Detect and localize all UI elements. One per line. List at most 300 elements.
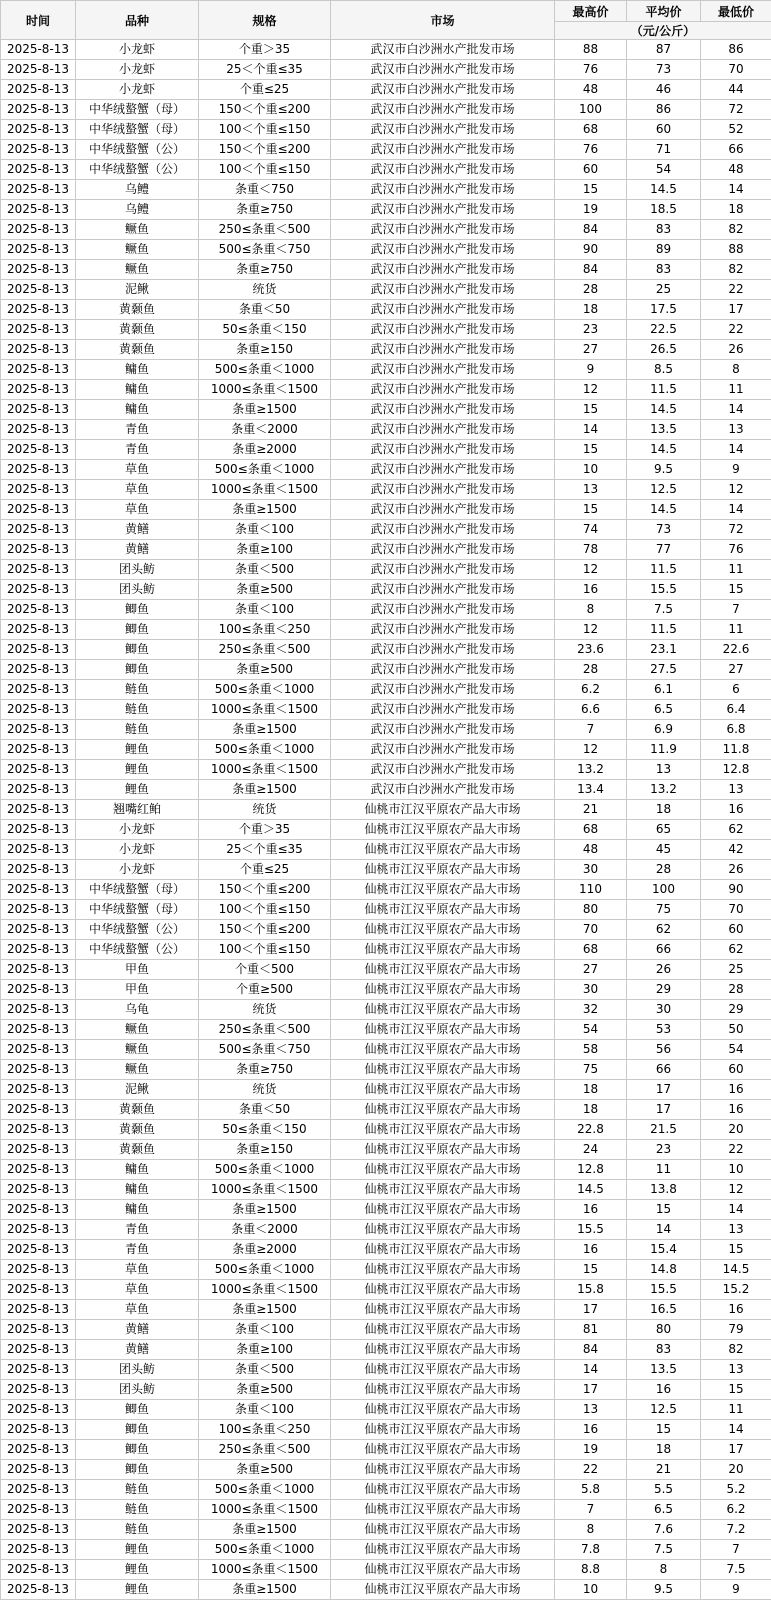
cell-market: 仙桃市江汉平原农产品大市场 (331, 1200, 555, 1220)
cell-date: 2025-8-13 (1, 420, 76, 440)
cell-spec: 条重＜2000 (199, 420, 331, 440)
cell-avg-price: 18 (627, 800, 701, 820)
header-market: 市场 (331, 1, 555, 40)
cell-date: 2025-8-13 (1, 1480, 76, 1500)
cell-min-price: 7 (701, 600, 771, 620)
cell-market: 武汉市白沙洲水产批发市场 (331, 180, 555, 200)
table-row (1, 320, 771, 340)
cell-spec: 500≤条重＜1000 (199, 1540, 331, 1560)
cell-variety: 团头鲂 (76, 560, 199, 580)
cell-min-price: 9 (701, 1580, 771, 1600)
cell-market: 武汉市白沙洲水产批发市场 (331, 680, 555, 700)
header-variety: 品种 (76, 1, 199, 40)
cell-spec: 150＜个重≤200 (199, 140, 331, 160)
table-row (1, 120, 771, 140)
cell-date: 2025-8-13 (1, 980, 76, 1000)
cell-market: 仙桃市江汉平原农产品大市场 (331, 1500, 555, 1520)
table-row (1, 440, 771, 460)
cell-market: 武汉市白沙洲水产批发市场 (331, 780, 555, 800)
cell-market: 仙桃市江汉平原农产品大市场 (331, 840, 555, 860)
cell-avg-price: 15 (627, 1200, 701, 1220)
cell-min-price: 7.2 (701, 1520, 771, 1540)
cell-min-price: 62 (701, 940, 771, 960)
cell-market: 武汉市白沙洲水产批发市场 (331, 160, 555, 180)
table-row (1, 1460, 771, 1480)
cell-min-price: 7 (701, 1540, 771, 1560)
cell-variety: 小龙虾 (76, 80, 199, 100)
cell-spec: 50≤条重＜150 (199, 320, 331, 340)
cell-max-price: 81 (555, 1320, 627, 1340)
table-row (1, 1200, 771, 1220)
cell-avg-price: 7.5 (627, 600, 701, 620)
table-row (1, 820, 771, 840)
cell-variety: 鲤鱼 (76, 1580, 199, 1600)
cell-market: 仙桃市江汉平原农产品大市场 (331, 1180, 555, 1200)
cell-avg-price: 28 (627, 860, 701, 880)
cell-variety: 团头鲂 (76, 1380, 199, 1400)
cell-date: 2025-8-13 (1, 900, 76, 920)
cell-spec: 条重≥500 (199, 660, 331, 680)
cell-max-price: 27 (555, 340, 627, 360)
cell-min-price: 14 (701, 1420, 771, 1440)
cell-min-price: 14 (701, 1200, 771, 1220)
cell-min-price: 16 (701, 1300, 771, 1320)
cell-date: 2025-8-13 (1, 820, 76, 840)
cell-date: 2025-8-13 (1, 1280, 76, 1300)
cell-market: 武汉市白沙洲水产批发市场 (331, 460, 555, 480)
cell-avg-price: 45 (627, 840, 701, 860)
cell-market: 武汉市白沙洲水产批发市场 (331, 520, 555, 540)
cell-min-price: 79 (701, 1320, 771, 1340)
cell-max-price: 48 (555, 80, 627, 100)
cell-max-price: 15.8 (555, 1280, 627, 1300)
table-row (1, 840, 771, 860)
cell-avg-price: 75 (627, 900, 701, 920)
cell-date: 2025-8-13 (1, 1080, 76, 1100)
table-row (1, 340, 771, 360)
cell-variety: 鳙鱼 (76, 1180, 199, 1200)
cell-variety: 黄颡鱼 (76, 340, 199, 360)
cell-date: 2025-8-13 (1, 1580, 76, 1600)
cell-variety: 中华绒螯蟹（母） (76, 900, 199, 920)
table-row (1, 240, 771, 260)
cell-avg-price: 12.5 (627, 1400, 701, 1420)
cell-spec: 250≤条重＜500 (199, 1020, 331, 1040)
cell-min-price: 16 (701, 1100, 771, 1120)
cell-avg-price: 83 (627, 260, 701, 280)
cell-spec: 500≤条重＜1000 (199, 1480, 331, 1500)
cell-max-price: 12 (555, 740, 627, 760)
cell-market: 仙桃市江汉平原农产品大市场 (331, 820, 555, 840)
cell-min-price: 26 (701, 860, 771, 880)
cell-avg-price: 71 (627, 140, 701, 160)
cell-variety: 鳜鱼 (76, 1040, 199, 1060)
table-row (1, 960, 771, 980)
cell-date: 2025-8-13 (1, 1560, 76, 1580)
cell-market: 武汉市白沙洲水产批发市场 (331, 480, 555, 500)
cell-variety: 中华绒螯蟹（公） (76, 140, 199, 160)
cell-avg-price: 56 (627, 1040, 701, 1060)
cell-avg-price: 11.5 (627, 620, 701, 640)
cell-date: 2025-8-13 (1, 580, 76, 600)
cell-spec: 个重＜500 (199, 960, 331, 980)
cell-market: 武汉市白沙洲水产批发市场 (331, 120, 555, 140)
cell-market: 仙桃市江汉平原农产品大市场 (331, 860, 555, 880)
cell-max-price: 68 (555, 820, 627, 840)
cell-avg-price: 14.5 (627, 180, 701, 200)
cell-max-price: 12 (555, 380, 627, 400)
cell-avg-price: 13 (627, 760, 701, 780)
cell-spec: 条重＜750 (199, 180, 331, 200)
cell-date: 2025-8-13 (1, 360, 76, 380)
cell-variety: 鲤鱼 (76, 760, 199, 780)
cell-spec: 条重≥100 (199, 540, 331, 560)
cell-market: 仙桃市江汉平原农产品大市场 (331, 1080, 555, 1100)
cell-min-price: 9 (701, 460, 771, 480)
table-row (1, 540, 771, 560)
cell-avg-price: 26 (627, 960, 701, 980)
cell-spec: 100≤条重＜250 (199, 1420, 331, 1440)
table-row (1, 80, 771, 100)
cell-spec: 条重＜100 (199, 600, 331, 620)
cell-avg-price: 65 (627, 820, 701, 840)
cell-avg-price: 12.5 (627, 480, 701, 500)
cell-spec: 500≤条重＜1000 (199, 680, 331, 700)
cell-spec: 条重≥2000 (199, 440, 331, 460)
table-row (1, 140, 771, 160)
cell-date: 2025-8-13 (1, 1100, 76, 1120)
cell-date: 2025-8-13 (1, 1360, 76, 1380)
table-row (1, 700, 771, 720)
cell-market: 武汉市白沙洲水产批发市场 (331, 700, 555, 720)
cell-date: 2025-8-13 (1, 1420, 76, 1440)
cell-market: 武汉市白沙洲水产批发市场 (331, 140, 555, 160)
cell-variety: 鳙鱼 (76, 400, 199, 420)
cell-max-price: 48 (555, 840, 627, 860)
cell-min-price: 16 (701, 1080, 771, 1100)
cell-variety: 鲤鱼 (76, 740, 199, 760)
cell-min-price: 11 (701, 560, 771, 580)
cell-date: 2025-8-13 (1, 1240, 76, 1260)
cell-date: 2025-8-13 (1, 1000, 76, 1020)
cell-avg-price: 6.5 (627, 1500, 701, 1520)
table-row (1, 740, 771, 760)
cell-date: 2025-8-13 (1, 480, 76, 500)
cell-variety: 青鱼 (76, 1220, 199, 1240)
cell-variety: 鳙鱼 (76, 360, 199, 380)
cell-variety: 鲢鱼 (76, 1520, 199, 1540)
cell-date: 2025-8-13 (1, 320, 76, 340)
cell-min-price: 8 (701, 360, 771, 380)
cell-date: 2025-8-13 (1, 560, 76, 580)
cell-spec: 条重≥1500 (199, 1520, 331, 1540)
cell-date: 2025-8-13 (1, 440, 76, 460)
cell-variety: 黄颡鱼 (76, 320, 199, 340)
cell-avg-price: 14.5 (627, 440, 701, 460)
cell-variety: 鲫鱼 (76, 620, 199, 640)
cell-variety: 小龙虾 (76, 40, 199, 60)
cell-min-price: 5.2 (701, 1480, 771, 1500)
cell-max-price: 84 (555, 1340, 627, 1360)
cell-date: 2025-8-13 (1, 260, 76, 280)
cell-market: 仙桃市江汉平原农产品大市场 (331, 1020, 555, 1040)
cell-date: 2025-8-13 (1, 860, 76, 880)
cell-max-price: 15 (555, 500, 627, 520)
cell-max-price: 12 (555, 560, 627, 580)
cell-variety: 鲢鱼 (76, 700, 199, 720)
cell-variety: 甲鱼 (76, 960, 199, 980)
table-row (1, 860, 771, 880)
cell-max-price: 13.2 (555, 760, 627, 780)
cell-variety: 黄颡鱼 (76, 1120, 199, 1140)
cell-date: 2025-8-13 (1, 840, 76, 860)
cell-min-price: 82 (701, 220, 771, 240)
cell-variety: 草鱼 (76, 1260, 199, 1280)
cell-variety: 翘嘴红鲌 (76, 800, 199, 820)
header-date: 时间 (1, 1, 76, 40)
cell-market: 仙桃市江汉平原农产品大市场 (331, 1480, 555, 1500)
cell-date: 2025-8-13 (1, 1200, 76, 1220)
cell-max-price: 27 (555, 960, 627, 980)
cell-min-price: 42 (701, 840, 771, 860)
cell-date: 2025-8-13 (1, 220, 76, 240)
cell-max-price: 23 (555, 320, 627, 340)
cell-date: 2025-8-13 (1, 1140, 76, 1160)
cell-min-price: 82 (701, 260, 771, 280)
cell-variety: 草鱼 (76, 460, 199, 480)
cell-avg-price: 27.5 (627, 660, 701, 680)
cell-avg-price: 80 (627, 1320, 701, 1340)
cell-market: 武汉市白沙洲水产批发市场 (331, 500, 555, 520)
cell-spec: 统货 (199, 280, 331, 300)
cell-max-price: 15 (555, 1260, 627, 1280)
cell-max-price: 19 (555, 1440, 627, 1460)
cell-avg-price: 13.2 (627, 780, 701, 800)
table-row (1, 720, 771, 740)
table-row (1, 1300, 771, 1320)
cell-market: 武汉市白沙洲水产批发市场 (331, 400, 555, 420)
cell-min-price: 6 (701, 680, 771, 700)
cell-min-price: 90 (701, 880, 771, 900)
cell-avg-price: 23 (627, 1140, 701, 1160)
cell-spec: 500≤条重＜1000 (199, 1160, 331, 1180)
cell-min-price: 7.5 (701, 1560, 771, 1580)
cell-spec: 250≤条重＜500 (199, 640, 331, 660)
cell-date: 2025-8-13 (1, 460, 76, 480)
cell-min-price: 25 (701, 960, 771, 980)
cell-spec: 25＜个重≤35 (199, 60, 331, 80)
cell-market: 仙桃市江汉平原农产品大市场 (331, 800, 555, 820)
cell-min-price: 20 (701, 1120, 771, 1140)
cell-variety: 中华绒螯蟹（公） (76, 160, 199, 180)
cell-max-price: 8.8 (555, 1560, 627, 1580)
cell-date: 2025-8-13 (1, 1160, 76, 1180)
cell-variety: 鲫鱼 (76, 660, 199, 680)
cell-min-price: 86 (701, 40, 771, 60)
cell-avg-price: 17 (627, 1080, 701, 1100)
table-row (1, 520, 771, 540)
cell-min-price: 13 (701, 1360, 771, 1380)
cell-spec: 1000≤条重＜1500 (199, 1500, 331, 1520)
cell-spec: 条重≥750 (199, 200, 331, 220)
cell-avg-price: 14.8 (627, 1260, 701, 1280)
cell-variety: 小龙虾 (76, 820, 199, 840)
cell-spec: 500≤条重＜1000 (199, 360, 331, 380)
cell-max-price: 100 (555, 100, 627, 120)
cell-market: 仙桃市江汉平原农产品大市场 (331, 1280, 555, 1300)
cell-date: 2025-8-13 (1, 1320, 76, 1340)
cell-max-price: 74 (555, 520, 627, 540)
cell-max-price: 6.2 (555, 680, 627, 700)
cell-date: 2025-8-13 (1, 1520, 76, 1540)
cell-max-price: 15.5 (555, 1220, 627, 1240)
cell-max-price: 15 (555, 400, 627, 420)
table-row (1, 260, 771, 280)
table-row (1, 1280, 771, 1300)
cell-spec: 条重≥1500 (199, 720, 331, 740)
cell-spec: 150＜个重≤200 (199, 880, 331, 900)
cell-spec: 25＜个重≤35 (199, 840, 331, 860)
table-row (1, 620, 771, 640)
cell-min-price: 72 (701, 100, 771, 120)
cell-market: 武汉市白沙洲水产批发市场 (331, 720, 555, 740)
cell-avg-price: 87 (627, 40, 701, 60)
cell-variety: 青鱼 (76, 420, 199, 440)
cell-avg-price: 7.5 (627, 1540, 701, 1560)
table-row (1, 200, 771, 220)
table-row (1, 500, 771, 520)
cell-date: 2025-8-13 (1, 940, 76, 960)
cell-date: 2025-8-13 (1, 540, 76, 560)
cell-spec: 条重≥100 (199, 1340, 331, 1360)
cell-min-price: 44 (701, 80, 771, 100)
table-row (1, 420, 771, 440)
cell-min-price: 11 (701, 620, 771, 640)
cell-min-price: 11 (701, 380, 771, 400)
cell-max-price: 7 (555, 1500, 627, 1520)
table-row (1, 400, 771, 420)
cell-market: 仙桃市江汉平原农产品大市场 (331, 1560, 555, 1580)
cell-avg-price: 30 (627, 1000, 701, 1020)
cell-avg-price: 11 (627, 1160, 701, 1180)
cell-avg-price: 13.5 (627, 1360, 701, 1380)
cell-min-price: 72 (701, 520, 771, 540)
cell-max-price: 78 (555, 540, 627, 560)
cell-avg-price: 13.5 (627, 420, 701, 440)
table-row (1, 180, 771, 200)
cell-min-price: 29 (701, 1000, 771, 1020)
cell-spec: 150＜个重≤200 (199, 920, 331, 940)
cell-date: 2025-8-13 (1, 520, 76, 540)
table-row (1, 1160, 771, 1180)
cell-date: 2025-8-13 (1, 880, 76, 900)
cell-spec: 个重≤25 (199, 860, 331, 880)
cell-spec: 1000≤条重＜1500 (199, 1560, 331, 1580)
cell-spec: 100＜个重≤150 (199, 940, 331, 960)
cell-spec: 统货 (199, 1000, 331, 1020)
cell-min-price: 22 (701, 280, 771, 300)
cell-date: 2025-8-13 (1, 780, 76, 800)
cell-spec: 1000≤条重＜1500 (199, 1180, 331, 1200)
cell-variety: 中华绒螯蟹（公） (76, 940, 199, 960)
table-row (1, 1400, 771, 1420)
cell-date: 2025-8-13 (1, 740, 76, 760)
table-row (1, 760, 771, 780)
cell-date: 2025-8-13 (1, 680, 76, 700)
cell-min-price: 60 (701, 920, 771, 940)
cell-date: 2025-8-13 (1, 1500, 76, 1520)
cell-variety: 青鱼 (76, 1240, 199, 1260)
cell-spec: 1000≤条重＜1500 (199, 700, 331, 720)
cell-max-price: 76 (555, 140, 627, 160)
cell-spec: 条重≥150 (199, 340, 331, 360)
cell-spec: 500≤条重＜1000 (199, 1260, 331, 1280)
cell-market: 仙桃市江汉平原农产品大市场 (331, 940, 555, 960)
cell-date: 2025-8-13 (1, 140, 76, 160)
cell-max-price: 88 (555, 40, 627, 60)
cell-avg-price: 22.5 (627, 320, 701, 340)
cell-date: 2025-8-13 (1, 380, 76, 400)
cell-spec: 条重≥1500 (199, 1300, 331, 1320)
cell-min-price: 60 (701, 1060, 771, 1080)
table-row (1, 160, 771, 180)
cell-min-price: 11.8 (701, 740, 771, 760)
cell-variety: 泥鳅 (76, 280, 199, 300)
cell-spec: 条重≥750 (199, 1060, 331, 1080)
table-row (1, 480, 771, 500)
cell-max-price: 75 (555, 1060, 627, 1080)
cell-max-price: 19 (555, 200, 627, 220)
cell-max-price: 32 (555, 1000, 627, 1020)
cell-market: 仙桃市江汉平原农产品大市场 (331, 1100, 555, 1120)
cell-spec: 条重≥1500 (199, 1580, 331, 1600)
table-row (1, 1000, 771, 1020)
cell-max-price: 8 (555, 1520, 627, 1540)
cell-date: 2025-8-13 (1, 1400, 76, 1420)
table-row (1, 660, 771, 680)
cell-avg-price: 46 (627, 80, 701, 100)
cell-market: 仙桃市江汉平原农产品大市场 (331, 1400, 555, 1420)
table-row (1, 360, 771, 380)
cell-date: 2025-8-13 (1, 1020, 76, 1040)
cell-avg-price: 16 (627, 1380, 701, 1400)
table-row (1, 1100, 771, 1120)
cell-market: 仙桃市江汉平原农产品大市场 (331, 1140, 555, 1160)
cell-date: 2025-8-13 (1, 800, 76, 820)
cell-avg-price: 6.9 (627, 720, 701, 740)
cell-avg-price: 54 (627, 160, 701, 180)
cell-max-price: 68 (555, 940, 627, 960)
cell-spec: 条重≥2000 (199, 1240, 331, 1260)
cell-min-price: 26 (701, 340, 771, 360)
cell-variety: 黄颡鱼 (76, 1100, 199, 1120)
cell-market: 武汉市白沙洲水产批发市场 (331, 560, 555, 580)
cell-market: 仙桃市江汉平原农产品大市场 (331, 900, 555, 920)
cell-variety: 团头鲂 (76, 580, 199, 600)
cell-date: 2025-8-13 (1, 1380, 76, 1400)
cell-spec: 条重≥500 (199, 580, 331, 600)
cell-min-price: 28 (701, 980, 771, 1000)
cell-max-price: 110 (555, 880, 627, 900)
cell-date: 2025-8-13 (1, 120, 76, 140)
table-row (1, 1080, 771, 1100)
cell-avg-price: 77 (627, 540, 701, 560)
cell-date: 2025-8-13 (1, 1340, 76, 1360)
cell-max-price: 16 (555, 580, 627, 600)
cell-spec: 个重＞35 (199, 820, 331, 840)
cell-min-price: 14 (701, 440, 771, 460)
cell-variety: 鳙鱼 (76, 1200, 199, 1220)
